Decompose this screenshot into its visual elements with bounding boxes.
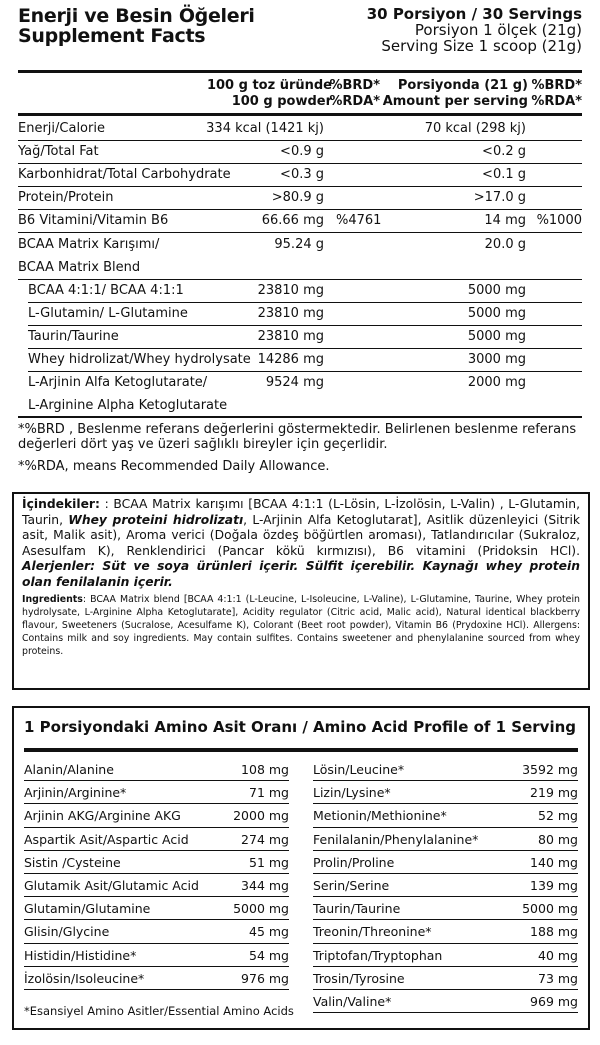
ingredients-tr-bold1: Whey proteini hidrolizatı <box>68 512 244 527</box>
amino-name: İzolösin/Isoleucine* <box>24 970 145 986</box>
amino-value: 71 mg <box>249 785 289 801</box>
amino-value: 140 mg <box>530 854 578 870</box>
amino-row <box>313 897 578 920</box>
amino-name: Trosin/Tyrosine <box>313 970 405 986</box>
fact-row <box>18 234 582 256</box>
amino-value: 54 mg <box>249 947 289 963</box>
title-tr: Enerji ve Besin Öğeleri <box>18 5 255 27</box>
fact-percent-100g: %4761 <box>336 213 382 229</box>
fact-value-serving: 5000 mg <box>467 328 526 344</box>
fact-value-serving: 5000 mg <box>467 282 526 298</box>
amino-name: Sistin /Cysteine <box>24 854 121 870</box>
amino-value: 2000 mg <box>233 808 289 824</box>
col-brd2-tr: %BRD* <box>531 78 582 93</box>
fact-label: BCAA Matrix Blend <box>18 259 141 275</box>
fact-label: Karbonhidrat/Total Carbohydrate <box>18 167 231 183</box>
col-perserv <box>383 78 528 110</box>
fact-value-serving: 2000 mg <box>467 375 526 391</box>
amino-right-column <box>313 758 578 1013</box>
fact-row <box>18 118 582 140</box>
amino-title-divider <box>24 748 578 752</box>
amino-name: Lösin/Leucine* <box>313 762 405 777</box>
amino-row <box>313 781 578 804</box>
fact-row <box>18 164 582 186</box>
col-per100-en: 100 g powder <box>231 94 332 109</box>
amino-name: Valin/Valine* <box>313 993 392 1009</box>
amino-row <box>24 804 289 827</box>
serving-info <box>367 6 582 54</box>
fact-value-100g: 66.66 mg <box>261 213 324 229</box>
fact-value-serving: >17.0 g <box>473 190 526 206</box>
fact-row <box>18 326 582 348</box>
amino-name: Aspartik Asit/Aspartic Acid <box>24 831 189 847</box>
fact-value-serving: 70 kcal (298 kj) <box>424 121 526 136</box>
col-brd2 <box>531 78 582 110</box>
col-perserv-en: Amount per serving <box>382 94 528 109</box>
amino-row <box>313 967 578 990</box>
col-per100 <box>207 78 332 110</box>
fact-value-serving: 14 mg <box>484 213 526 229</box>
amino-value: 188 mg <box>530 924 578 940</box>
ingredients-tr <box>22 497 580 591</box>
servings-count: 30 Porsiyon / 30 Servings <box>366 5 582 23</box>
fact-value-serving: 3000 mg <box>467 352 526 367</box>
fact-value-serving: 20.0 g <box>484 236 526 252</box>
fact-row <box>18 257 582 279</box>
fact-row <box>18 303 582 325</box>
fact-value-serving: <0.1 g <box>482 167 526 183</box>
amino-footnote: *Esansiyel Amino Asitler/Essential Amino Acids <box>24 1004 294 1018</box>
fact-row <box>18 372 582 394</box>
serving-size-tr: Porsiyon 1 ölçek (21g) <box>414 21 582 39</box>
fact-value-100g: 23810 mg <box>257 328 324 344</box>
fact-value-100g: 334 kcal (1421 kj) <box>206 121 324 136</box>
columns-divider <box>18 113 582 116</box>
amino-value: 51 mg <box>249 854 289 870</box>
amino-value: 976 mg <box>241 970 289 986</box>
amino-name: Arjinin/Arginine* <box>24 785 127 801</box>
fact-label: BCAA 4:1:1/ BCAA 4:1:1 <box>28 282 184 298</box>
amino-name: Metionin/Methionine* <box>313 808 447 824</box>
amino-value: 219 mg <box>530 785 578 801</box>
header-divider <box>18 70 582 73</box>
amino-name: Arjinin AKG/Arginine AKG <box>24 808 181 824</box>
fact-row <box>18 141 582 163</box>
fact-value-100g: 9524 mg <box>265 375 324 391</box>
amino-row <box>24 874 289 897</box>
fact-value-100g: <0.3 g <box>280 167 324 183</box>
amino-row <box>313 944 578 967</box>
amino-value: 969 mg <box>530 993 578 1009</box>
amino-value: 3592 mg <box>522 762 578 777</box>
amino-name: Glutamik Asit/Glutamic Acid <box>24 877 199 893</box>
ingredients-tr-text2: , L-Arjinin Alfa Ketoglutarat], Asitlik düzenleyici (Sitrik asit, Malik asit), Aroma verici (Doğala özdeş böğürtlen aroması), Tatlandırıcılar (Sukraloz, Asesulfam K), Renklendirici (Pancar kökü kırmızısı), B6 vitamini (Pridoksin HCl). <box>22 512 581 558</box>
title-en: Supplement Facts <box>18 25 206 47</box>
amino-row <box>24 781 289 804</box>
amino-value: 73 mg <box>538 970 578 986</box>
fact-label: Protein/Protein <box>18 190 114 206</box>
amino-name: Triptofan/Tryptophan <box>313 947 443 963</box>
amino-row <box>24 851 289 874</box>
amino-name: Lizin/Lysine* <box>313 785 391 801</box>
amino-value: 40 mg <box>538 947 578 963</box>
amino-value: 5000 mg <box>233 901 289 917</box>
amino-name: Glisin/Glycine <box>24 924 110 940</box>
fact-value-100g: <0.9 g <box>280 144 324 160</box>
fact-value-serving: 5000 mg <box>467 305 526 321</box>
fact-label: Whey hidrolizat/Whey hydrolysate <box>28 352 251 367</box>
amino-row-divider <box>24 989 289 990</box>
amino-row <box>24 828 289 851</box>
facts-bottom-divider <box>18 416 582 418</box>
amino-value: 344 mg <box>241 877 289 893</box>
note-brd: *%BRD , Beslenme referans değerlerini göstermektedir. Belirlenen beslenme referans değerleri dört yaş ve üzeri sağlıklı bireyler için geçerlidir. <box>18 422 577 452</box>
amino-row <box>313 851 578 874</box>
amino-box <box>12 706 590 1030</box>
col-per100-tr: 100 g toz üründe <box>206 78 332 93</box>
amino-row <box>24 897 289 920</box>
ingredients-en-label: Ingredients <box>22 593 83 605</box>
fact-value-serving: <0.2 g <box>482 144 526 160</box>
fact-row <box>18 349 582 371</box>
fact-label: L-Arginine Alpha Ketoglutarate <box>28 398 228 414</box>
fact-value-100g: 23810 mg <box>257 305 324 321</box>
ingredients-box <box>12 492 590 690</box>
amino-row <box>24 920 289 943</box>
amino-value: 5000 mg <box>522 901 578 917</box>
amino-row <box>313 804 578 827</box>
amino-value: 45 mg <box>249 924 289 940</box>
amino-value: 274 mg <box>241 831 289 847</box>
col-perserv-tr: Porsiyonda (21 g) <box>397 78 528 93</box>
fact-label: BCAA Matrix Karışımı/ <box>18 236 160 252</box>
amino-row <box>24 758 289 781</box>
amino-name: Serin/Serine <box>313 877 390 893</box>
fact-row <box>18 395 582 417</box>
amino-row <box>313 758 578 781</box>
fact-label: Yağ/Total Fat <box>18 144 99 160</box>
fact-label: B6 Vitamini/Vitamin B6 <box>18 213 169 229</box>
amino-value: 108 mg <box>241 762 289 777</box>
amino-name: Treonin/Threonine* <box>313 924 432 940</box>
title-block <box>18 6 255 46</box>
amino-row <box>24 967 289 990</box>
fact-label: L-Glutamin/ L-Glutamine <box>28 305 188 321</box>
amino-name: Fenilalanin/Phenylalanine* <box>313 831 479 847</box>
amino-name: Alanin/Alanine <box>24 762 114 777</box>
fact-value-100g: 23810 mg <box>257 282 324 298</box>
note-rda: *%RDA, means Recommended Daily Allowance. <box>18 459 330 474</box>
col-rda1-en: %RDA* <box>329 94 380 109</box>
fact-percent-serving: %1000 <box>536 213 582 229</box>
fact-row <box>18 280 582 302</box>
amino-title: 1 Porsiyondaki Amino Asit Oranı / Amino Acid Profile of 1 Serving <box>24 718 577 736</box>
amino-name: Glutamin/Glutamine <box>24 901 151 917</box>
amino-row <box>24 944 289 967</box>
ingredients-en-text: : BCAA Matrix blend [BCAA 4:1:1 (L-Leucine, L-Isoleucine, L-Valine), L-Glutamine, Taurine, Whey protein hydrolysate, L-Arginine Alpha Ketoglutarate], Acidity regulator (Citric acid, Malic acid), Natural identical blackberry flavour, Sweeteners (Sucralose, Acesulfame K), Colorant (Beet root powder), Vitamin B6 (Prydoxine HCl). Allergens: Contains milk and soy ingredients. May contain sulfites. Contains sweetener and phenylalanine sourced from whey proteins. <box>22 593 580 657</box>
amino-name: Taurin/Taurine <box>313 901 401 917</box>
fact-label: Taurin/Taurine <box>28 328 119 344</box>
fact-row <box>18 210 582 232</box>
col-rda2-en: %RDA* <box>531 94 582 109</box>
amino-row <box>313 920 578 943</box>
amino-value: 80 mg <box>538 831 578 847</box>
fact-row <box>18 187 582 209</box>
fact-value-100g: >80.9 g <box>271 190 324 206</box>
amino-row <box>313 990 578 1013</box>
fact-value-100g: 14286 mg <box>257 352 324 367</box>
fact-value-100g: 95.24 g <box>274 236 324 252</box>
amino-row-divider <box>313 1012 578 1013</box>
ingredients-tr-text1: : BCAA Matrix karışımı [BCAA 4:1:1 (L-Lösin, L-İzolösin, L-Valin) , L-Glutamin, Taurin, <box>22 497 580 527</box>
ingredients-tr-label: İçindekiler: <box>22 497 100 511</box>
fact-label: L-Arjinin Alfa Ketoglutarate/ <box>28 375 208 391</box>
ingredients-tr-allergens: Alerjenler: Süt ve soya ürünleri içerir. Sülfit içerebilir. Kaynağı whey protein olan fenilalanin içerir. <box>22 559 580 589</box>
amino-row <box>313 874 578 897</box>
col-brd1-tr: %BRD* <box>329 78 380 93</box>
amino-name: Prolin/Proline <box>313 854 395 870</box>
fact-label: Enerji/Calorie <box>18 121 105 136</box>
amino-name: Histidin/Histidine* <box>24 947 137 963</box>
amino-row <box>313 828 578 851</box>
ingredients-en <box>22 593 580 658</box>
col-brd1 <box>329 78 380 110</box>
amino-left-column <box>24 758 289 990</box>
serving-size-en: Serving Size 1 scoop (21g) <box>381 37 582 55</box>
amino-value: 139 mg <box>530 877 578 893</box>
amino-value: 52 mg <box>538 808 578 824</box>
